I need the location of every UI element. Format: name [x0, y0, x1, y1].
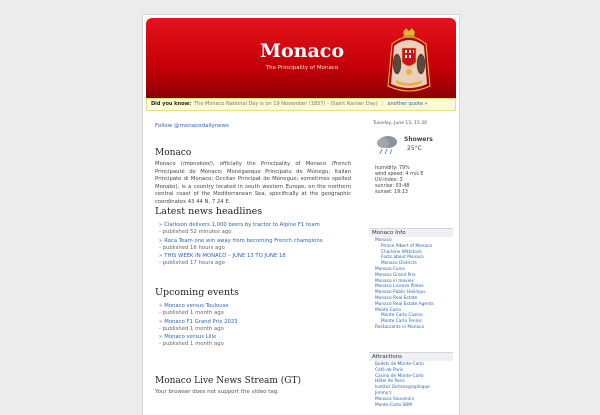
published-time: - published 52 minutes ago [159, 229, 232, 236]
site-tagline: The Principality of Monaco [265, 65, 339, 71]
another-quote-link[interactable]: another quote » [387, 101, 428, 107]
attractions-links [369, 361, 453, 408]
weather-wind: wind speed: 4 m/s E [375, 172, 424, 177]
follow-twitter-link[interactable]: Follow @monacodailynews [155, 123, 229, 129]
site-title[interactable]: Monaco [259, 40, 345, 62]
info-link[interactable]: Monte Carlo Tennis [381, 319, 422, 325]
monaco-info-title: Monaco Info [369, 228, 453, 237]
attractions-title: Attractions [369, 352, 453, 361]
published-time: - published 16 hours ago [159, 244, 225, 251]
bullet-icon: » [159, 222, 163, 228]
monaco-info-links [369, 237, 453, 331]
coat-of-arms-icon [386, 26, 432, 100]
attraction-link[interactable]: Monte-Carlo SBM [375, 402, 412, 408]
list-item [159, 238, 349, 253]
attraction-link[interactable]: Jimmy'z [375, 390, 392, 396]
list-item [159, 222, 349, 237]
bullet-icon: » [159, 334, 163, 341]
event-link[interactable]: Monaco versus Toulouse [164, 303, 229, 309]
bullet-icon: » [159, 253, 163, 260]
event-link[interactable]: Monaco versus Lille [164, 334, 217, 341]
main-content [155, 123, 351, 395]
video-fallback-text: Your browser does not support the video tag. [155, 389, 280, 395]
info-link[interactable]: Restaurants in Monaco [375, 324, 425, 330]
info-link[interactable]: Monaco [375, 238, 392, 243]
published-time: - published 1 month ago [159, 310, 224, 317]
attraction-link[interactable]: Café de Paris [375, 367, 404, 373]
list-item [159, 319, 349, 334]
events-list [159, 303, 349, 350]
intro-heading: Monaco [155, 148, 192, 158]
bullet-icon: » [159, 318, 163, 325]
weather-sunrise: sunrise: 03:48 [375, 184, 410, 189]
news-link[interactable]: Clarkson delivers 1,000 beers by tractor to Alpine F1 team [164, 222, 320, 228]
list-item [159, 303, 349, 318]
info-link[interactable]: Monte Carlo [375, 307, 401, 313]
published-time: - published 1 month ago [159, 341, 224, 348]
news-link[interactable]: Roca Team one win away from becoming French champions [164, 237, 323, 244]
site-header [146, 18, 456, 108]
info-link[interactable]: Monaco Real Estate Agents [375, 301, 434, 307]
cloud-rain-icon [375, 133, 399, 155]
info-link[interactable]: Facts about Monaco [381, 255, 424, 261]
attraction-link[interactable]: Casino de Monte-Carlo [375, 373, 424, 379]
attraction-link[interactable]: Institut Océanographique [375, 385, 430, 391]
did-you-know-label: Did you know: [151, 101, 192, 107]
info-link[interactable]: Monaco in movies [375, 278, 414, 284]
info-link[interactable]: Monaco Real Estate [375, 295, 418, 301]
stream-heading: Monaco Live News Stream (GT) [155, 376, 302, 386]
info-link[interactable]: Monaco Districts [381, 261, 417, 267]
weather-humidity: humidity: 79% [375, 166, 410, 171]
event-link[interactable]: Monaco F1 Grand Prix 2023 [164, 318, 238, 325]
weather-sunset: sunset: 19:13 [375, 190, 408, 195]
list-item [159, 334, 349, 349]
weather-condition: Showers [404, 136, 433, 143]
did-you-know-fact: The Monaco National Day is on 19 November (1857) - (Saint Rainier Day) [194, 101, 378, 107]
weather-temperature: 25°C [407, 145, 422, 152]
info-link[interactable]: Charlene Wittstock [381, 249, 422, 255]
monaco-info-box [369, 228, 453, 331]
attraction-link[interactable]: Monaco Souvenirs [375, 396, 415, 402]
did-you-know-separator: | [381, 101, 384, 107]
news-heading: Latest news headlines [155, 206, 263, 217]
info-link[interactable]: Monaco Grand Prix [375, 272, 416, 278]
sidebar [369, 121, 453, 408]
weather-details [375, 166, 423, 196]
news-link[interactable]: THIS WEEK IN MONACO – JUNE 13 TO JUNE 18 [164, 253, 286, 260]
published-time: - published 17 hours ago [159, 260, 225, 267]
attraction-link[interactable]: Ballets de Monte-Carlo [375, 362, 424, 367]
info-link[interactable]: Monaco Coins [375, 266, 405, 272]
news-list [159, 222, 349, 269]
info-link[interactable]: Prince Albert of Monaco [381, 243, 433, 249]
published-time: - published 1 month ago [159, 325, 224, 332]
events-heading: Upcoming events [155, 287, 239, 298]
bullet-icon: » [159, 303, 163, 309]
bullet-icon: » [159, 237, 163, 244]
info-link[interactable]: Monaco License Plates [375, 284, 424, 290]
page-container [142, 14, 460, 415]
info-link[interactable]: Monaco Public Holidays [375, 290, 426, 296]
list-item [159, 253, 349, 268]
weather-uv: UV-Index: 3 [375, 178, 403, 183]
info-link[interactable]: Monte Carlo Casino [381, 313, 423, 319]
intro-text: Monaco (/mɒnəkoʊ/), officially the Principality of Monaco (French Principauté de Monaco; Monégasque Principatu de Mu̍negu; Italian Principato di Monaco; Occitan Principat de Mónegue; sometimes spelled Monako), is a country located in south western Europe, on the northern central coast of the Mediterranean Sea, specifically at the geographic coordinates 43 44 N, 7 24 E. [155, 161, 351, 205]
attraction-link[interactable]: Hôtel de Paris [375, 379, 405, 385]
did-you-know-bar [146, 98, 456, 111]
weather-date: Tuesday, June 13, 15:30 [373, 121, 427, 126]
